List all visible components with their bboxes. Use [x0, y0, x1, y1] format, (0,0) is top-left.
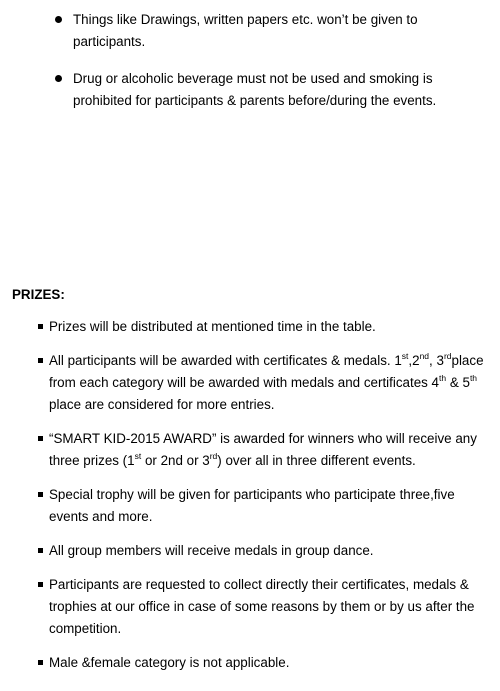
prize-text: “SMART KID-2015 AWARD” is awarded for winners who will receive any three prizes (1st or 2nd or 3rd) over all in three different events.	[49, 431, 477, 468]
prize-text: Male &female category is not applicable.	[49, 655, 290, 670]
bullet-icon	[38, 582, 43, 587]
list-item	[38, 540, 493, 562]
list-item	[38, 652, 493, 674]
rules-list	[54, 9, 484, 127]
list-item	[38, 350, 493, 416]
prize-text: All participants will be awarded with certificates & medals. 1st,2nd, 3rdplace from each category will be awarded with medals and certificates 4th & 5th place are considered for more entries.	[49, 350, 484, 412]
list-item	[38, 316, 493, 338]
list-item	[38, 484, 493, 528]
bullet-icon	[38, 548, 43, 553]
rule-text: Drug or alcoholic beverage must not be used and smoking is prohibited for participants & parents before/during the events.	[73, 71, 437, 108]
list-item	[54, 9, 484, 53]
bullet-icon	[38, 358, 43, 363]
prize-text: Prizes will be distributed at mentioned time in the table.	[49, 319, 376, 334]
bullet-icon	[55, 16, 62, 23]
list-item	[54, 68, 484, 112]
prizes-list	[38, 316, 493, 686]
prize-text: Participants are requested to collect directly their certificates, medals & trophies at our office in case of some reasons by them or by us after the competition.	[49, 577, 475, 636]
bullet-icon	[38, 660, 43, 665]
prize-text: Special trophy will be given for participants who participate three,five events and more.	[49, 487, 455, 524]
prize-text: All group members will receive medals in group dance.	[49, 543, 374, 558]
bullet-icon	[38, 492, 43, 497]
bullet-icon	[38, 436, 43, 441]
list-item	[38, 428, 493, 472]
bullet-icon	[55, 75, 62, 82]
list-item	[38, 574, 493, 640]
bullet-icon	[38, 324, 43, 329]
prizes-heading: PRIZES:	[12, 287, 65, 302]
rule-text: Things like Drawings, written papers etc. won’t be given to participants.	[73, 12, 418, 49]
